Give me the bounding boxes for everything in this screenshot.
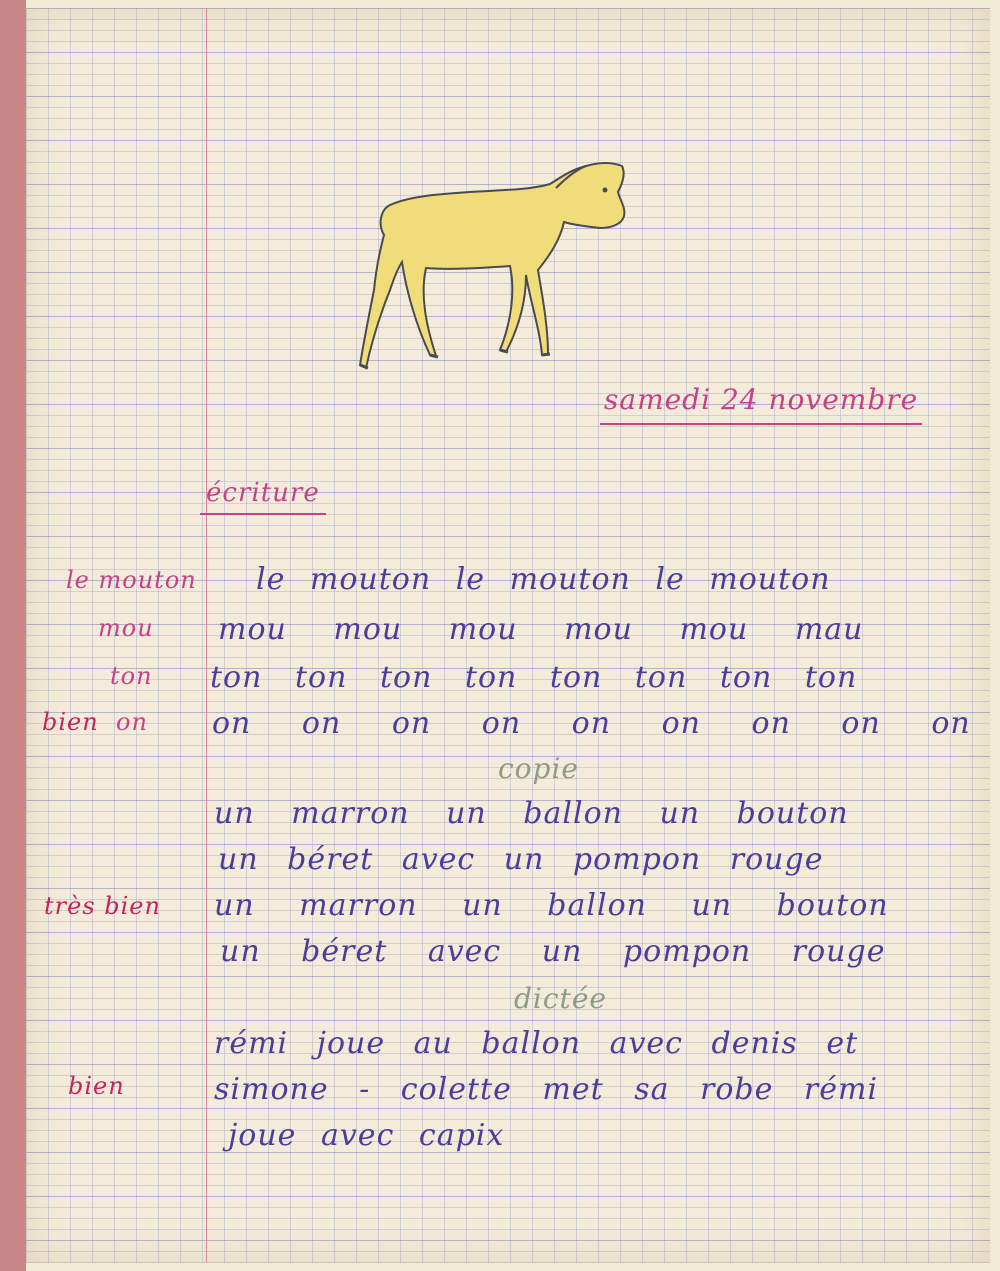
dictee-line-2: simone - colette met sa robe rémi — [214, 1072, 879, 1107]
dictee-line-1: rémi joue au ballon avec denis et — [214, 1026, 859, 1061]
grade-tres-bien: très bien — [44, 892, 161, 920]
section-title-ecriture: écriture — [206, 478, 320, 508]
dictee-line-3: joue avec capix — [228, 1118, 505, 1153]
copie-line-4: un béret avec un pompon rouge — [220, 934, 886, 969]
grade-bien-2: bien — [68, 1072, 125, 1100]
notebook-cover-edge — [0, 0, 26, 1271]
margin-model-1: le mouton — [66, 566, 197, 594]
section-title-copie: copie — [498, 752, 579, 785]
sheep-body — [360, 163, 624, 368]
ecriture-underline — [200, 513, 326, 515]
sheep-eye — [603, 188, 608, 193]
copie-line-2: un béret avec un pompon rouge — [218, 842, 824, 877]
margin-model-3: ton — [110, 662, 153, 690]
margin-model-4: on — [116, 708, 148, 736]
sheep-drawing — [350, 150, 640, 380]
section-title-dictee: dictée — [514, 982, 607, 1015]
margin-line — [206, 8, 207, 1263]
copie-line-3: un marron un ballon un bouton — [214, 888, 889, 923]
date-heading: samedi 24 novembre — [604, 383, 919, 416]
margin-model-2: mou — [98, 614, 154, 642]
date-underline — [600, 423, 922, 425]
ecriture-line-4: on on on on on on on on on — [212, 706, 971, 741]
copie-line-1: un marron un ballon un bouton — [214, 796, 849, 831]
ecriture-line-2: mou mou mou mou mou mau — [218, 612, 864, 647]
grade-bien-1: bien — [42, 708, 99, 736]
ecriture-line-1: le mouton le mouton le mouton — [256, 562, 831, 597]
ecriture-line-3: ton ton ton ton ton ton ton ton — [210, 660, 858, 695]
sheep-hooves — [360, 350, 550, 368]
